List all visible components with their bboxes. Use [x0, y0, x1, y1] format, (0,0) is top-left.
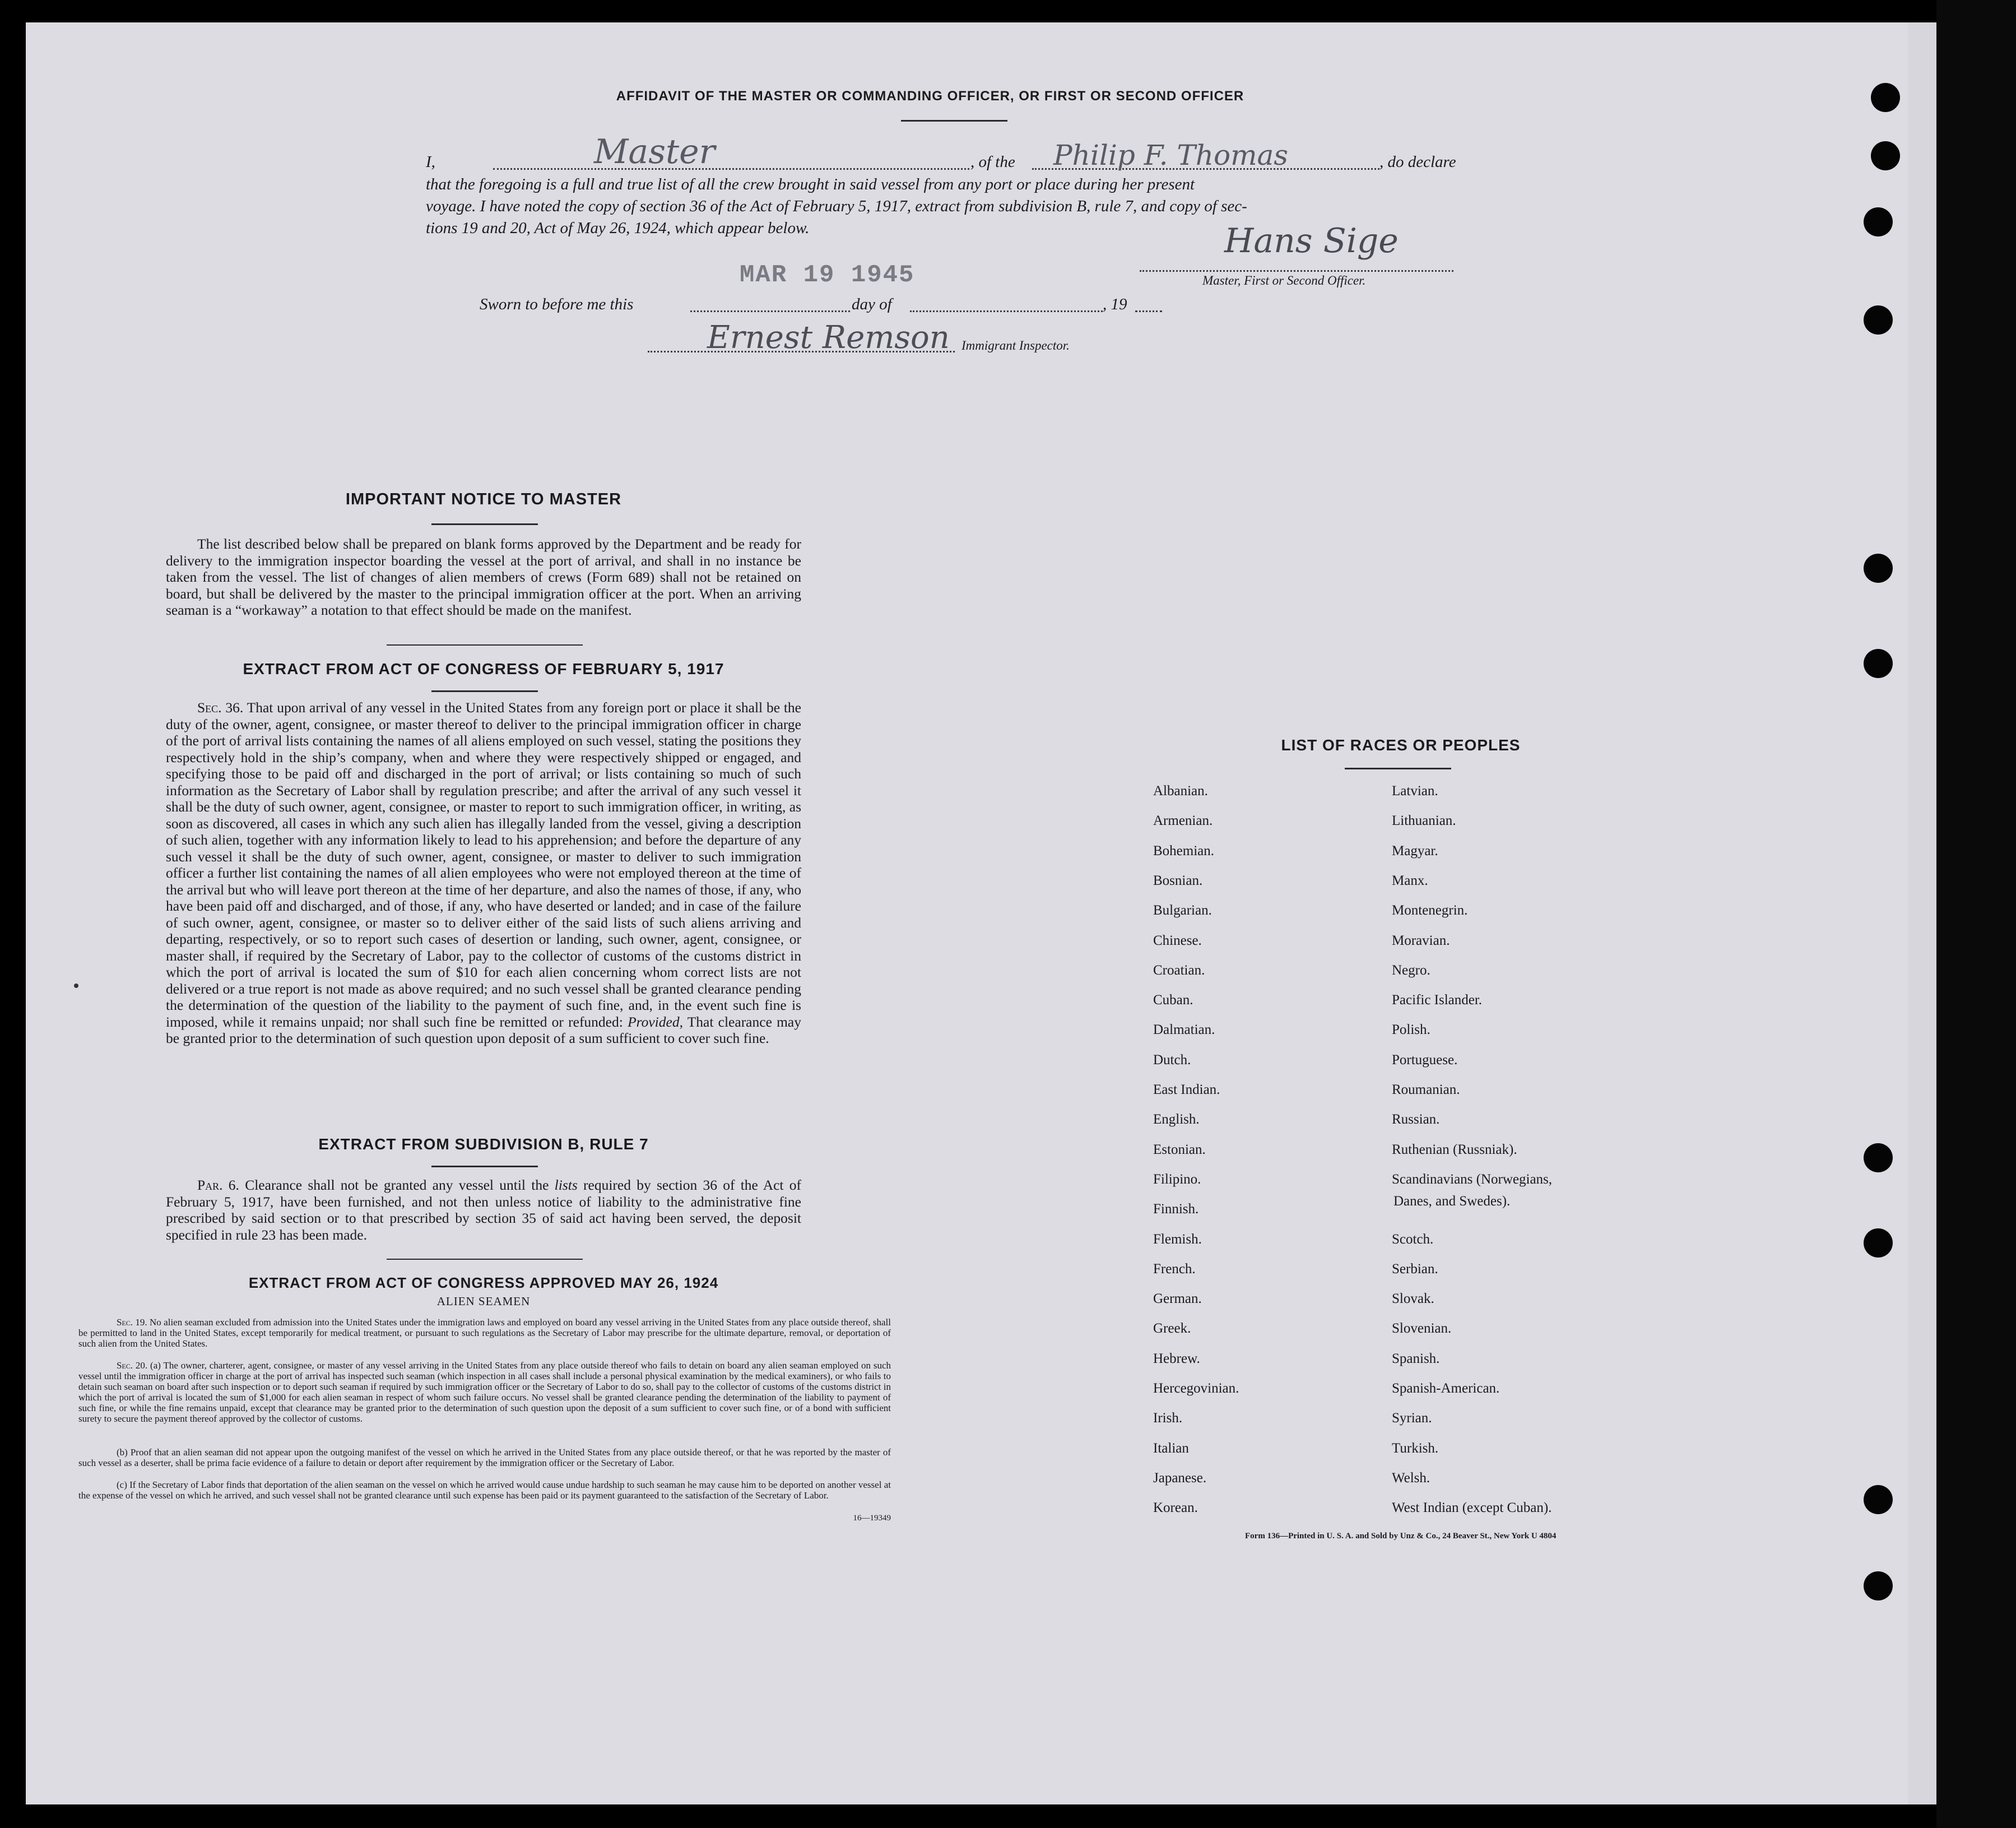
sworn-month-line — [910, 310, 1103, 312]
race-item: Armenian. — [1153, 813, 1213, 829]
race-item: West Indian (except Cuban). — [1392, 1500, 1552, 1516]
race-item: Chinese. — [1153, 932, 1202, 948]
punch-hole — [1864, 554, 1893, 583]
affidavit-line1 — [426, 151, 1490, 173]
race-item: Serbian. — [1392, 1261, 1438, 1277]
punch-hole — [1864, 305, 1893, 335]
divider — [387, 1259, 583, 1260]
rule7-text-b: required by section 36 of the Act of February 5, 1917, have been furnished, and not then unless notice of liability to the administrative fine prescribed by said section or to that prescribed by section 35 of said act having been served, the deposit specified in rule 23 has been made. — [166, 1177, 802, 1243]
rule7-text — [166, 1177, 801, 1243]
race-item: Estonian. — [1153, 1142, 1206, 1157]
section-label: Sec. 19. — [117, 1317, 147, 1328]
race-item: Bohemian. — [1153, 843, 1215, 859]
punch-hole — [1864, 1485, 1893, 1514]
race-item: Pacific Islander. — [1392, 992, 1483, 1008]
race-item: Italian — [1153, 1440, 1189, 1456]
race-item: Scotch. — [1392, 1231, 1434, 1247]
race-item: Albanian. — [1153, 783, 1208, 799]
race-item: Hercegovinian. — [1153, 1381, 1239, 1396]
race-item: Moravian. — [1392, 932, 1450, 948]
section-label: Sec. 20. — [117, 1360, 148, 1371]
race-item: Ruthenian (Russniak). — [1392, 1142, 1517, 1157]
declare-label: , do declare — [1379, 153, 1456, 171]
section-36-text — [166, 699, 801, 1047]
section-20a-body: (a) The owner, charterer, agent, consignee, or master of any vessel arriving in the United States from any place outside thereof who fails to detain on board any alien seaman employed on such vessel until the immigration officer in charge at the port of arrival has inspected such seaman (which inspection in all cases shall include a personal physical examination by the medical examiners), or who fails to detain such seaman on board after such inspection or to deport such seaman if required by such immigration officer or the Secretary of Labor to do so, shall pay to the collector of customs of the customs district in which the port of arrival is located the sum of $1,000 for each alien seaman in respect of whom such failure occurs. No vessel shall be granted clearance pending the determination of the liability to payment of such fine, or while the fine remains unpaid, except that clearance may be granted prior to the determination of such question upon the deposit of a sum sufficient to cover such fine, or of a bond with sufficient surety to secure the payment thereof approved by the collector of customs. — [78, 1360, 891, 1424]
punch-hole — [1871, 83, 1900, 112]
race-item: Montenegrin. — [1392, 903, 1468, 918]
punch-hole — [1864, 1228, 1893, 1258]
inspector-caption: Immigrant Inspector. — [961, 338, 1070, 352]
race-item: Spanish. — [1392, 1351, 1440, 1366]
races-title: LIST OF RACES OR PEOPLES — [1281, 736, 1521, 754]
sworn-day-line — [690, 310, 850, 312]
divider — [431, 690, 538, 692]
race-item: Hebrew. — [1153, 1351, 1200, 1366]
section-label: Sec. 36. — [197, 699, 244, 716]
notice-title: IMPORTANT NOTICE TO MASTER — [345, 490, 622, 508]
race-item: Finnish. — [1153, 1201, 1199, 1217]
race-item: French. — [1153, 1261, 1196, 1277]
race-item: Syrian. — [1392, 1411, 1432, 1426]
race-item: Bosnian. — [1153, 873, 1203, 888]
sworn-label: Sworn to before me this — [480, 295, 634, 313]
punch-hole — [1864, 1143, 1893, 1172]
punch-hole — [1864, 1571, 1893, 1600]
section-19-body: No alien seaman excluded from admission into the United States under the immigration laws and employed on board any vessel arriving in the United States from any place outside thereof, shall be permitted to land in the United States, except temporarily for medical treatment, or pursuant to such regulations as the Secretary of Labor may prescribe for the ultimate departure, removal, or deportation of such alien from the United States. — [78, 1317, 891, 1349]
race-item: Latvian. — [1392, 783, 1438, 799]
extract-1924-title: EXTRACT FROM ACT OF CONGRESS APPROVED MAY 26, 1924 — [248, 1274, 719, 1291]
paragraph-label: Par. 6. — [197, 1177, 239, 1193]
handwritten-vessel-name: Philip F. Thomas — [1053, 139, 1288, 171]
punch-hole — [1864, 649, 1893, 678]
race-item: Croatian. — [1153, 962, 1205, 978]
divider — [1345, 768, 1451, 769]
notice-text: The list described below shall be prepared on blank forms approved by the Department and be ready for delivery to the immigration inspector boarding the vessel at the port of arrival, and shall in no instance be taken from the vessel. The list of changes of alien members of crews (Form 689) shall not be retained on board, but shall be delivered by the master to the principal immigration officer at the port. When an arriving seaman is a “workaway” a notation to that effect should be made on the manifest. — [166, 536, 801, 618]
race-item: Turkish. — [1392, 1440, 1439, 1456]
race-item: Cuban. — [1153, 992, 1193, 1008]
race-item: Negro. — [1392, 962, 1430, 978]
punch-hole — [1871, 141, 1900, 170]
race-item: Dutch. — [1153, 1052, 1191, 1068]
rule7-text-a: Clearance shall not be granted any vessel until the — [245, 1177, 549, 1193]
affidavit-line3: voyage. I have noted the copy of section 36 of the Act of February 5, 1917, extract from subdivision B, rule 7, and copy of sec- — [426, 197, 1247, 215]
divider — [901, 120, 1007, 122]
rule7-title: EXTRACT FROM SUBDIVISION B, RULE 7 — [318, 1135, 649, 1153]
divider — [431, 523, 538, 525]
provided-word: Provided, — [628, 1013, 683, 1030]
section-36-body: That upon arrival of any vessel in the United States from any foreign port or place it shall be the duty of the owner, agent, consignee, or master thereof to deliver to the principal immigration officer in charge of the port of arrival lists containing the names of all aliens employed on such vessel, stating the positions they respectively hold in the ship’s company, when and where they were respectively shipped or engaged, and specifying those to be paid off and discharged in the port of arrival; or lists containing so much of such information as the Secretary of Labor shall by regulation prescribe; and after the arrival of any such vessel it shall be the duty of such owner, agent, consignee, or master to report to such immigration officer, in writing, as soon as discovered, all cases in which any such alien has illegally landed from the vessel, giving a description of such alien, together with any information likely to lead to his apprehension; and before the departure of any such vessel it shall be the duty of such owner, agent, consignee, or master to deliver to such immigration officer a further list containing the names of all alien employees who were not employed thereon at the time of the arrival but who will leave port thereon at the time of her departure, and also the names of those, if any, who have been paid off and discharged, and of those, if any, who have deserted or landed; and in case of the failure of such owner, agent, consignee, or master so to deliver either of the said lists of such aliens arriving and departing, respectively, or so to report such cases of desertion or landing, such owner, agent, consignee, or master shall, if required by the Secretary of Labor, pay to the collector of customs of the customs district in which the port of arrival is located the sum of $10 for each alien concerning whom correct lists are not delivered or a true report is not made as above required; and no such vessel shall be granted clearance pending the determination of the question of the liability to the payment of such fine, and, in the event such fine is imposed, while it remains unpaid; nor shall such fine be remitted or refunded: — [166, 699, 801, 1030]
race-item: Greek. — [1153, 1321, 1191, 1337]
race-item: Scandinavians (Norwegians, — [1392, 1171, 1553, 1187]
signature-caption: Master, First or Second Officer. — [1202, 273, 1366, 287]
race-item: Lithuanian. — [1392, 813, 1456, 829]
rank-fill-line — [493, 168, 969, 170]
extract-1917-title: EXTRACT FROM ACT OF CONGRESS OF FEBRUARY 5, 1917 — [243, 660, 724, 678]
section-20b-text: (b) Proof that an alien seaman did not appear upon the outgoing manifest of the vessel on which he arrived in the United States from any place outside thereof, or that he was reported by the master of such vessel as a deserter, shall be prima facie evidence of a failure to detain or deport after requirement by the immigration officer or the Secretary of Labor. — [78, 1447, 891, 1468]
scan-border — [1936, 0, 2016, 1828]
signature-line — [1140, 270, 1453, 272]
race-item-continuation: Danes, and Swedes). — [1393, 1194, 1511, 1209]
punch-hole — [1864, 207, 1893, 236]
lists-word: lists — [554, 1177, 578, 1193]
race-item: Japanese. — [1153, 1470, 1207, 1486]
race-item: Magyar. — [1392, 843, 1438, 859]
divider — [431, 1166, 538, 1167]
printer-code: 16—19349 — [853, 1514, 891, 1523]
day-of-label: day of — [852, 295, 892, 313]
page-edge-strip — [1908, 22, 1936, 1804]
handwritten-rank: Master — [594, 132, 716, 171]
sworn-year-line — [1135, 310, 1162, 312]
of-the-label: , of the — [970, 153, 1015, 171]
race-item: Korean. — [1153, 1500, 1198, 1516]
section-20a-text — [78, 1360, 891, 1424]
race-item: German. — [1153, 1291, 1202, 1307]
master-signature: Hans Sige — [1224, 221, 1399, 261]
race-item: Dalmatian. — [1153, 1022, 1215, 1038]
inspector-signature: Ernest Remson — [707, 319, 950, 356]
race-item: Portuguese. — [1392, 1052, 1458, 1068]
affidavit-line2: that the foregoing is a full and true list of all the crew brought in said vessel from any port or place during her present — [426, 175, 1195, 193]
race-item: Spanish-American. — [1392, 1381, 1500, 1396]
race-item: Irish. — [1153, 1411, 1183, 1426]
section-20c-text: (c) If the Secretary of Labor finds that deportation of the alien seaman on the vessel on which he arrived would cause undue hardship to such seaman he may cause him to be deported on another vessel at the expense of the vessel on which he arrived, and such vessel shall not be granted clearance until such expense has been paid or its payment guaranteed to the satisfaction of the Secretary of Labor. — [78, 1479, 891, 1501]
race-item: Flemish. — [1153, 1231, 1202, 1247]
affidavit-line4: tions 19 and 20, Act of May 26, 1924, which appear below. — [426, 219, 810, 237]
section-36-end: That clearance may be granted prior to the determination of such question upon deposit of a sum sufficient to cover such fine. — [166, 1013, 802, 1046]
year-label: , 19 — [1103, 295, 1127, 313]
race-item: Welsh. — [1392, 1470, 1430, 1486]
race-item: Russian. — [1392, 1112, 1440, 1128]
alien-seamen-subtitle: ALIEN SEAMEN — [436, 1295, 531, 1308]
section-19-text — [78, 1317, 891, 1349]
race-item: Slovenian. — [1392, 1321, 1452, 1337]
form-footer: Form 136—Printed in U. S. A. and Sold by Unz & Co., 24 Beaver St., New York U 4804 — [1245, 1532, 1557, 1541]
divider — [387, 644, 583, 646]
race-item: English. — [1153, 1112, 1200, 1128]
race-item: Bulgarian. — [1153, 903, 1212, 918]
ink-speck — [74, 983, 78, 988]
race-item: Manx. — [1392, 873, 1428, 888]
race-item: Polish. — [1392, 1022, 1430, 1038]
race-item: Roumanian. — [1392, 1082, 1460, 1097]
race-item: Filipino. — [1153, 1171, 1201, 1187]
affidavit-title: AFFIDAVIT OF THE MASTER OR COMMANDING OFFICER, OR FIRST OR SECOND OFFICER — [616, 89, 1244, 104]
i-label: I, — [426, 153, 435, 171]
race-item: East Indian. — [1153, 1082, 1220, 1097]
date-stamp: MAR 19 1945 — [740, 261, 915, 289]
race-item: Slovak. — [1392, 1291, 1434, 1307]
